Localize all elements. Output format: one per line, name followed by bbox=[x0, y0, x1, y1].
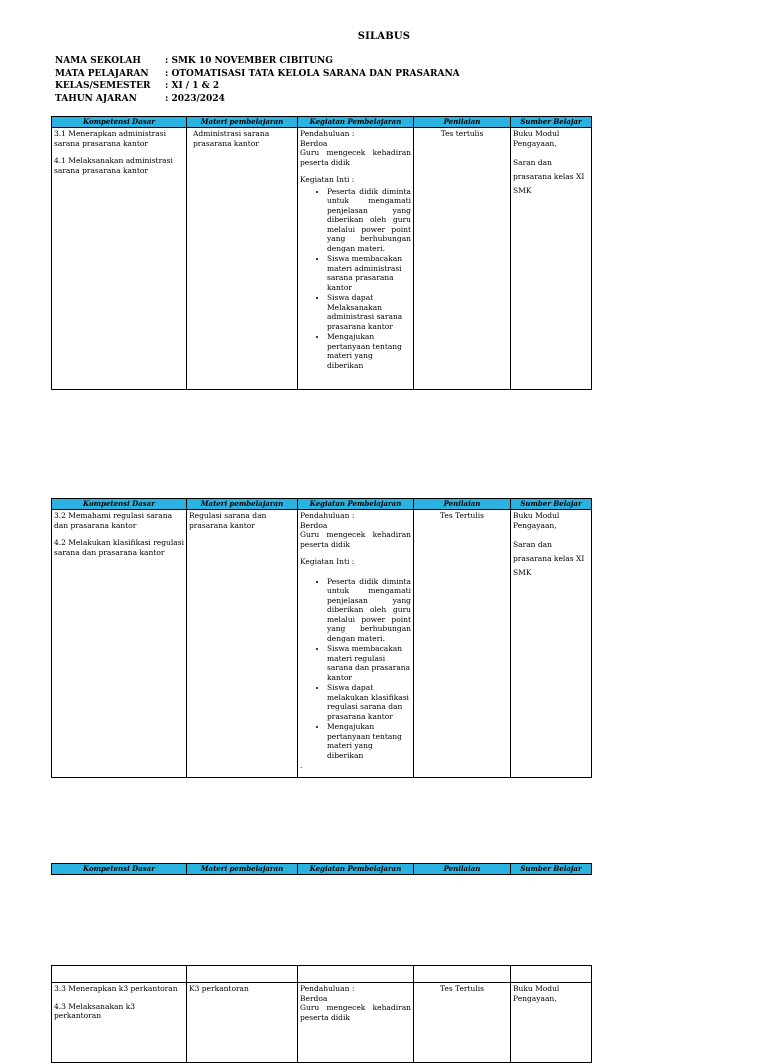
kegiatan-list bbox=[300, 577, 411, 761]
table-header-row bbox=[52, 117, 592, 128]
header-kompetensi: Kompetensi Dasar bbox=[52, 864, 187, 875]
list-item: • Siswa membacakan materi administrasi sarana prasarana kantor bbox=[327, 254, 411, 292]
sumber-text: Buku Modul Pengayaan, bbox=[513, 511, 560, 530]
kegiatan-list bbox=[300, 187, 411, 371]
info-value: : XI / 1 & 2 bbox=[165, 81, 220, 91]
kd-item: 4.1 Melaksanakan administrasi sarana prasarana kantor bbox=[54, 156, 173, 175]
list-item: • Peserta didik diminta untuk mengamati penjelasan yang diberikan oleh guru melalui power point yang berhubungan dengan materi. bbox=[327, 187, 411, 254]
sumber-cell bbox=[511, 128, 592, 390]
list-item: • Siswa dapat Melaksanakan administrasi sarana prasarana kantor bbox=[327, 293, 411, 331]
info-value: : 2023/2024 bbox=[165, 93, 225, 104]
school-info bbox=[55, 55, 460, 105]
table-row bbox=[52, 510, 592, 778]
kd-cell bbox=[52, 128, 187, 390]
header-kegiatan: Kegiatan Pembelajaran bbox=[298, 117, 414, 128]
cek-text: Guru mengecek kehadiran peserta didik bbox=[300, 148, 411, 167]
kd-item: 3.2 Memahami regulasi sarana dan prasarana kantor bbox=[54, 511, 173, 530]
list-item: • Mengajukan pertanyaan tentang materi yang diberikan bbox=[327, 722, 411, 760]
penilaian-text: Tes Tertulis bbox=[439, 511, 485, 520]
info-row-school bbox=[55, 55, 460, 68]
materi-text: K3 perkantoran bbox=[189, 984, 249, 993]
info-label: NAMA SEKOLAH bbox=[55, 56, 141, 66]
header-kegiatan: Kegiatan Pembelajaran bbox=[298, 864, 414, 875]
blank-row bbox=[52, 966, 592, 983]
table-header-row bbox=[52, 864, 592, 875]
header-penilaian: Penilaian bbox=[414, 499, 511, 510]
header-sumber: Sumber Belajar bbox=[511, 117, 592, 128]
header-materi: Materi pembelajaran bbox=[187, 499, 298, 510]
syllabus-table-3 bbox=[51, 965, 592, 1063]
penilaian-text: Tes tertulis bbox=[440, 129, 484, 138]
kegiatan-cell bbox=[298, 983, 414, 1063]
table-row bbox=[52, 983, 592, 1063]
list-item: • Siswa membacakan materi regulasi sarana dan prasarana kantor bbox=[327, 644, 411, 682]
header-sumber: Sumber Belajar bbox=[511, 864, 592, 875]
materi-text: Administrasi sarana prasarana kantor bbox=[193, 129, 270, 148]
sumber-cell bbox=[511, 510, 592, 778]
inti-label: Kegiatan Inti : bbox=[300, 557, 355, 566]
sumber-text: Saran dan prasarana kelas XI SMK bbox=[513, 540, 585, 577]
kegiatan-cell bbox=[298, 510, 414, 778]
pendahuluan-label: Pendahuluan : bbox=[300, 984, 355, 993]
berdoa-text: Berdoa bbox=[300, 520, 328, 530]
kd-item: 3.3 Menerapkan k3 perkantoran bbox=[54, 984, 178, 993]
info-row-subject bbox=[55, 68, 460, 81]
header-materi: Materi pembelajaran bbox=[187, 864, 298, 875]
info-row-class bbox=[55, 80, 460, 93]
header-sumber: Sumber Belajar bbox=[511, 499, 592, 510]
trailing-dot: . bbox=[300, 761, 303, 770]
penilaian-cell bbox=[414, 128, 511, 390]
info-label: MATA PELAJARAN bbox=[55, 68, 149, 79]
sumber-text: Buku Modul Pengayaan, bbox=[513, 129, 560, 148]
berdoa-text: Berdoa bbox=[300, 138, 328, 148]
penilaian-text: Tes Tertulis bbox=[439, 984, 485, 993]
list-item: • Peserta didik diminta untuk mengamati penjelasan yang diberikan oleh guru melalui power point yang berhubungan dengan materi. bbox=[327, 577, 411, 644]
kd-cell bbox=[52, 983, 187, 1063]
materi-cell bbox=[187, 510, 298, 778]
syllabus-table-1 bbox=[51, 116, 592, 390]
list-item: • Mengajukan pertanyaan tentang materi yang diberikan bbox=[327, 332, 411, 370]
kegiatan-cell bbox=[298, 128, 414, 390]
penilaian-cell bbox=[414, 510, 511, 778]
cek-text: Guru mengecek kehadiran peserta didik bbox=[300, 1003, 411, 1022]
kd-item: 4.3 Melaksanakan k3 perkantoran bbox=[54, 1001, 136, 1020]
inti-label: Kegiatan Inti : bbox=[300, 175, 355, 184]
document-title: SILABUS bbox=[357, 31, 411, 42]
list-item: • Siswa dapat melakukan klasifikasi regulasi sarana dan prasarana kantor bbox=[327, 683, 411, 721]
sumber-text: Buku Modul Pengayaan, bbox=[513, 984, 560, 1003]
table-row bbox=[52, 128, 592, 390]
info-label: TAHUN AJARAN bbox=[55, 93, 137, 104]
sumber-text: Saran dan prasarana kelas XI SMK bbox=[513, 158, 585, 195]
materi-cell bbox=[187, 128, 298, 390]
header-materi: Materi pembelajaran bbox=[187, 117, 298, 128]
cek-text: Guru mengecek kehadiran peserta didik bbox=[300, 530, 411, 549]
materi-text: Regulasi sarana dan prasarana kantor bbox=[189, 511, 267, 530]
header-penilaian: Penilaian bbox=[414, 117, 511, 128]
header-penilaian: Penilaian bbox=[414, 864, 511, 875]
info-row-year bbox=[55, 93, 460, 106]
table-header-row bbox=[52, 499, 592, 510]
pendahuluan-label: Pendahuluan : bbox=[300, 129, 355, 138]
kd-item: 3.1 Menerapkan administrasi sarana prasarana kantor bbox=[54, 129, 166, 148]
header-kompetensi: Kompetensi Dasar bbox=[52, 117, 187, 128]
kd-cell bbox=[52, 510, 187, 778]
header-kegiatan: Kegiatan Pembelajaran bbox=[298, 499, 414, 510]
header-kompetensi: Kompetensi Dasar bbox=[52, 499, 187, 510]
kd-item: 4.2 Melakukan klasifikasi regulasi sarana dan prasarana kantor bbox=[54, 538, 184, 557]
info-value: : OTOMATISASI TATA KELOLA SARANA DAN PRASARANA bbox=[165, 68, 460, 79]
info-value: : SMK 10 NOVEMBER CIBITUNG bbox=[165, 56, 333, 66]
syllabus-table-3-header bbox=[51, 863, 592, 875]
syllabus-table-2 bbox=[51, 498, 592, 778]
berdoa-text: Berdoa bbox=[300, 993, 328, 1003]
sumber-cell bbox=[511, 983, 592, 1063]
info-label: KELAS/SEMESTER bbox=[55, 81, 151, 91]
materi-cell bbox=[187, 983, 298, 1063]
penilaian-cell bbox=[414, 983, 511, 1063]
pendahuluan-label: Pendahuluan : bbox=[300, 511, 355, 520]
